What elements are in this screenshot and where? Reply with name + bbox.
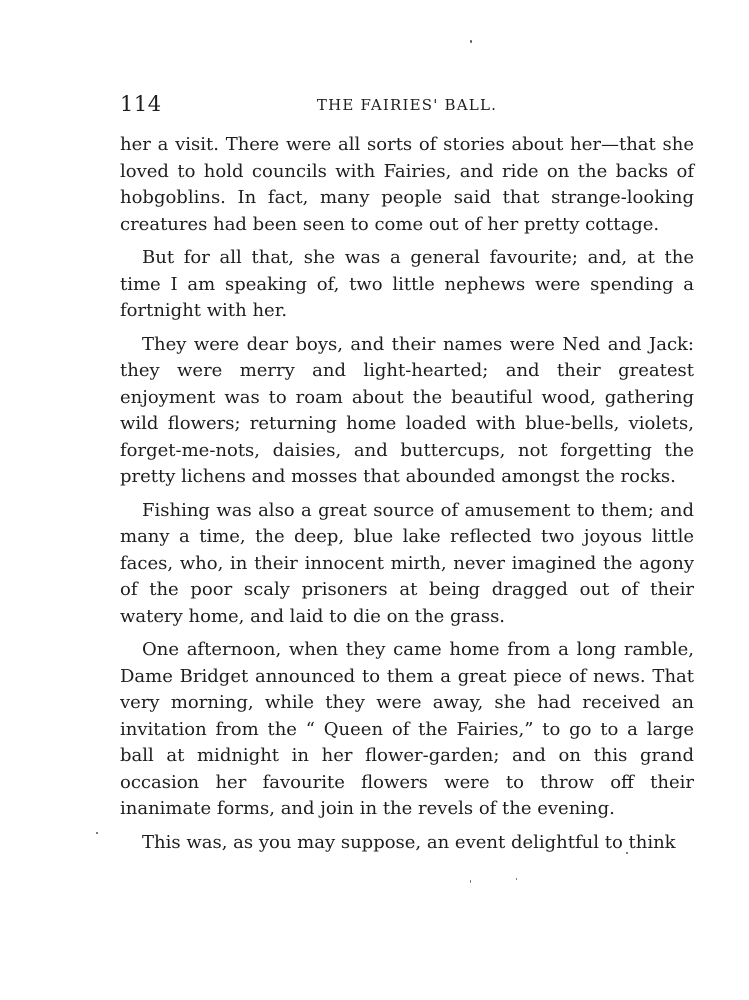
paragraph: This was, as you may suppose, an event delightful to think: [142, 831, 676, 853]
paragraph: Fishing was also a great source of amusement to them; and many a time, the deep, blue lake reflected two joyous little faces, who, in their innocent mirth, never imagined the agony of the poor scaly prisoners at being dragged out of their watery home, and laid to die on the grass.: [120, 499, 694, 627]
paper-speck: [470, 40, 472, 43]
body-text: [120, 132, 694, 863]
page-number: 114: [120, 92, 162, 116]
running-title: THE FAIRIES' BALL.: [316, 96, 498, 114]
paper-speck: [96, 832, 98, 834]
paper-speck: [470, 880, 471, 883]
paper-speck: [626, 852, 628, 854]
page-header: [120, 92, 694, 122]
paragraph: her a visit. There were all sorts of stories about her—that she loved to hold councils with Fairies, and ride on the backs of hobgoblins. In fact, many people said that strange-looking creatures had been seen to come out of her pretty cottage.: [120, 134, 694, 235]
paragraph: One afternoon, when they came home from a long ramble, Dame Bridget announced to them a great piece of news. That very morning, while they were away, she had received an invitation from the “ Queen of the Fairies,” to go to a large ball at midnight in her flower-garden; and on this grand occasion her favourite flowers were to throw off their inanimate forms, and join in the revels of the evening.: [120, 639, 694, 819]
paragraph: But for all that, she was a general favourite; and, at the time I am speaking of, two little nephews were spending a fortnight with her.: [120, 247, 694, 321]
paragraph: They were dear boys, and their names were Ned and Jack: they were merry and light-hearted; and their greatest enjoyment was to roam about the beautiful wood, gathering wild flowers; returning home loaded with blue-bells, violets, forget-me-nots, daisies, and buttercups, not forgetting the pretty lichens and mosses that abounded amongst the rocks.: [120, 333, 694, 487]
paper-speck: [516, 878, 517, 880]
